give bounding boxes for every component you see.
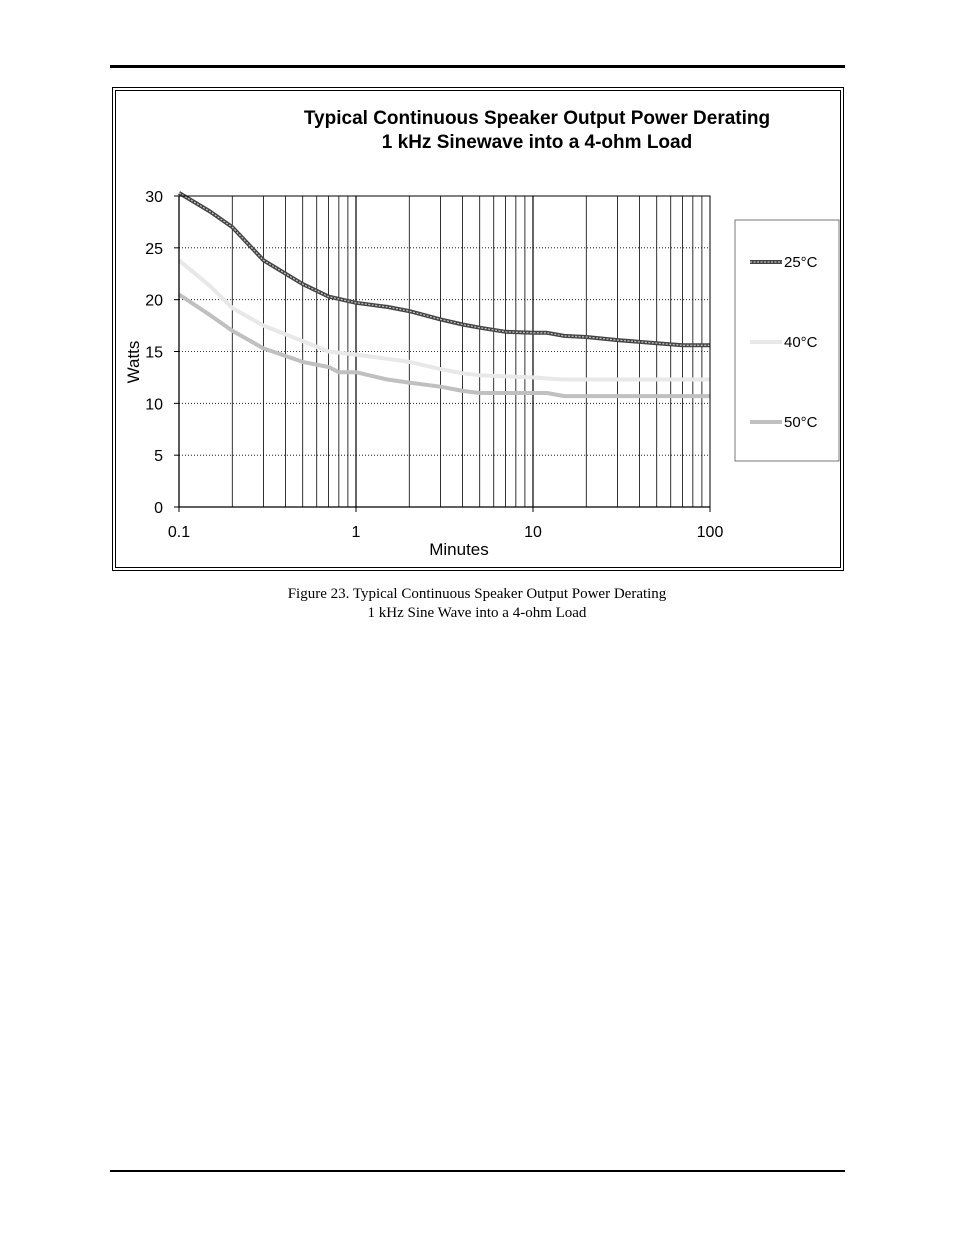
legend-label: 40°C bbox=[784, 334, 818, 351]
legend-label: 25°C bbox=[784, 254, 818, 271]
x-tick-label: 1 bbox=[351, 524, 361, 541]
plot-area-border bbox=[179, 196, 710, 507]
chart-title-line-1: Typical Continuous Speaker Output Power Derating bbox=[303, 108, 771, 129]
legend-label: 50°C bbox=[784, 414, 818, 431]
chart-title bbox=[304, 108, 770, 153]
chart-svg bbox=[113, 88, 845, 572]
chart-frame bbox=[112, 87, 844, 571]
y-tick-label: 0 bbox=[154, 500, 163, 517]
x-tick-label: 10 bbox=[524, 524, 542, 541]
figure-caption-line-1: Figure 23. Typical Continuous Speaker Output Power Derating bbox=[287, 586, 667, 602]
figure-caption-line-2: 1 kHz Sine Wave into a 4-ohm Load bbox=[367, 605, 587, 621]
y-tick-label: 25 bbox=[145, 240, 163, 258]
footer-rule bbox=[110, 1170, 845, 1172]
y-tick-label: 10 bbox=[145, 396, 163, 414]
header-rule bbox=[110, 65, 845, 68]
y-tick-label: 20 bbox=[145, 292, 163, 310]
y-tick-label: 30 bbox=[145, 189, 163, 206]
x-tick-label: 0.1 bbox=[167, 524, 191, 541]
axes bbox=[174, 196, 710, 512]
x-tick-label: 100 bbox=[696, 524, 724, 541]
legend bbox=[735, 220, 839, 461]
series-lines bbox=[179, 193, 710, 396]
grid-lines bbox=[179, 196, 710, 507]
y-tick-label: 15 bbox=[145, 344, 163, 362]
x-axis-label: Minutes bbox=[429, 540, 489, 559]
figure-caption bbox=[0, 585, 954, 623]
y-tick-label: 5 bbox=[154, 448, 163, 466]
chart-title-line-2: 1 kHz Sinewave into a 4-ohm Load bbox=[381, 132, 693, 153]
y-axis-label: Watts bbox=[124, 340, 143, 384]
